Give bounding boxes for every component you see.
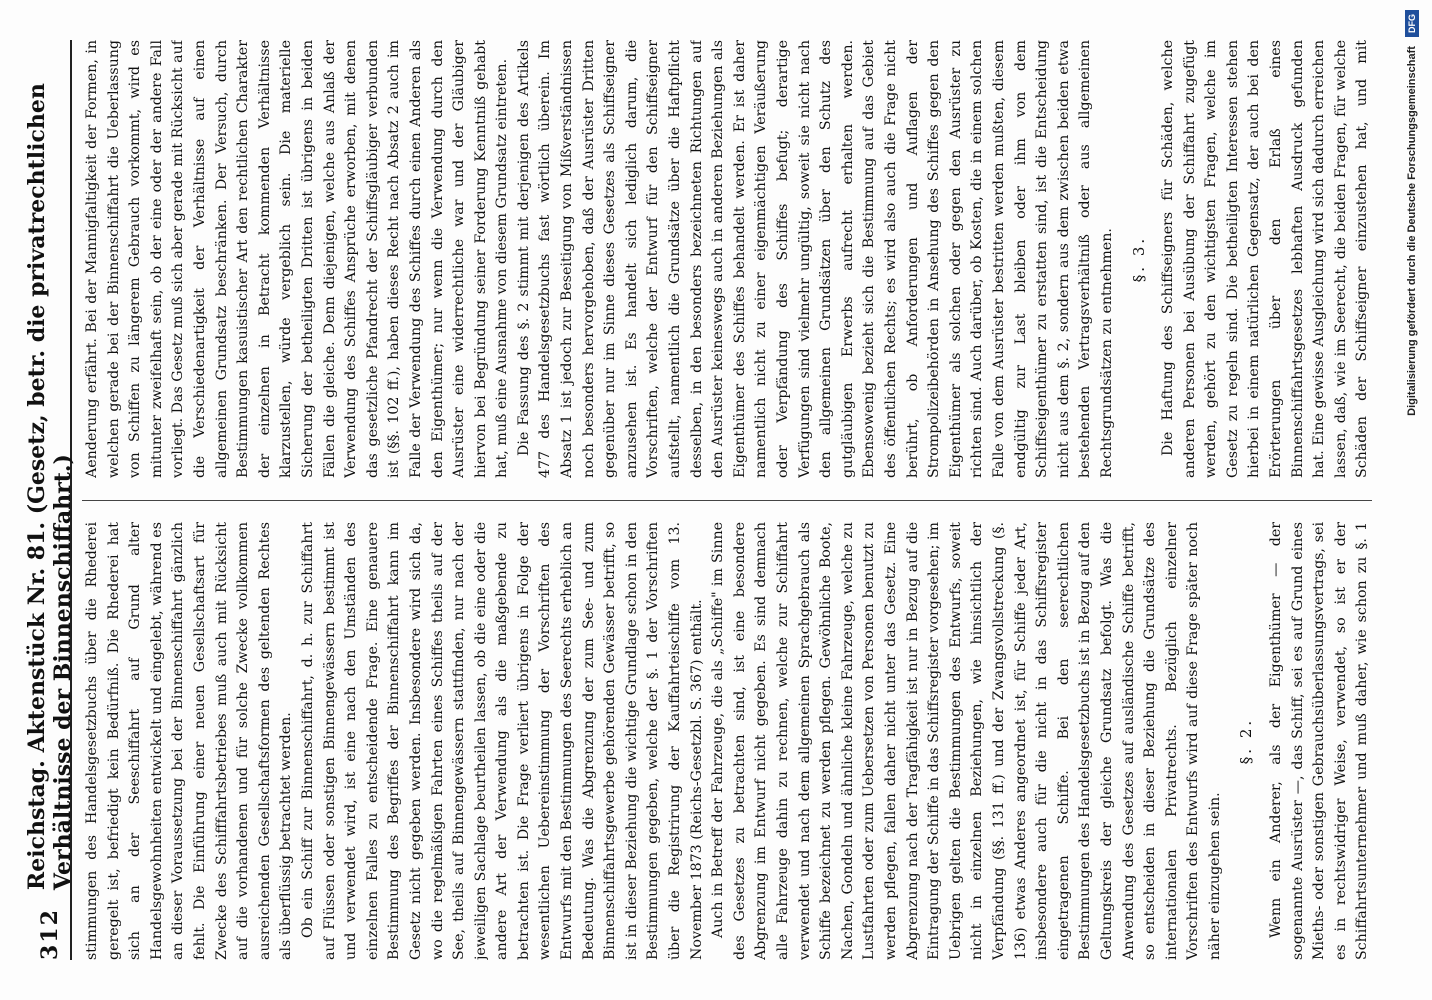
paragraph: Die Fassung des §. 2 stimmt mit derjenigen des Artikels 477 des Handelsgesetzbuchs fast wörtlich überein. Im Absatz 1 ist jedoch zur Beseitigung von Mißverständnissen noch besonders hervorgehoben, daß der Ausrüster Dritten gegenüber nur im Sinne dieses Gesetzes als Schiffseigner anzusehen ist. Es handelt sich lediglich darum, die Vorschriften, welche der Entwurf für den Schiffseigner aufstellt, namentlich die Grundsätze über die Haftpflicht desselben, in den besonders bezeichneten Richtungen auf den Ausrüster keineswegs auch in anderen Beziehungen als Eigenthümer des Schiffes behandelt werden. Er ist daher namentlich nicht zu einer eigenmächtigen Veräußerung oder Verpfändung des Schiffes befugt; derartige Verfügungen sind vielmehr ungültig, soweit sie nicht nach den allgemeinen Grundsätzen über den Schutz des gutgläubigen Erwerbs aufrecht erhalten werden. Ebensowenig bezieht sich die Bestimmung auf das Gebiet des öffentlichen Rechts; es wird also auch die Frage nicht berührt, ob Anforderungen und Auflagen der Strompolizeibehörden in Ansehung des Schiffes gegen den Eigenthümer als solchen oder gegen den Ausrüster zu richten sind. Auch darüber, ob Kosten, die in einem solchen Falle von dem Ausrüster bestritten werden mußten, diesem endgültig zur Last bleiben oder ihm von dem Schiffseigenthümer zu erstatten sind, ist die Entscheidung nicht aus dem §. 2, sondern aus dem zwischen beiden etwa bestehenden Vertragsverhältniß oder aus allgemeinen Rechtsgrundsätzen zu entnehmen.: [515, 40, 1115, 478]
paragraph: Die Haftung des Schiffseigners für Schäden, welche anderen Personen bei Ausübung der Schiffahrt zugefügt werden, gehört zu den wichtigsten Fragen, welche im Gesetz zu regeln sind. Die betheiligten Interessen stehen hierbei in einem natürlichen Gegensatz, der auch bei den Erörterungen über den Erlaß eines Binnenschiffahrtsgesetzes lebhaften Ausdruck gefunden hat. Eine gewisse Ausgleichung wird sich dadurch erreichen lassen, daß, wie im Seerecht, die beiden Fragen, für welche Schäden der Schiffseigner einzustehen hat, und mit: [1160, 40, 1371, 478]
left-column: [82, 522, 1372, 960]
right-column: [82, 40, 1372, 478]
dfg-logo: DFG: [1405, 10, 1419, 37]
paragraph: Wenn ein Anderer, als der Eigenthümer — der sogenannte Ausrüster —, das Schiff, sei es auf Grund eines Mieths- oder sonstigen Gebrauchsüberlassungsvertrags, sei es in rechtswidriger Weise, verwendet, so ist er der Schiffahrtsunternehmer und muß daher, wie schon zu §. 1: [1268, 522, 1371, 960]
paragraph: stimmungen des Handelsgesetzbuchs über die Rhederei geregelt ist, befriedigt kein Bedürfniß. Die Rhederei hat sich an der Seeschiffahrt auf Grund alter Handelsgewohnheiten entwickelt und eingelebt, während es an dieser Voraussetzung bei der Binnenschiffahrt gänzlich fehlt. Die Einführung einer neuen Gesellschaftsart für Zwecke des Schifffahrtsbetriebes muß auch mit Rücksicht auf die vorhandenen und für solche Zwecke vollkommen ausreichenden Gesellschaftsformen des geltenden Rechtes als überflüssig betrachtet werden.: [84, 522, 295, 960]
credit-text-line: [1400, 0, 1424, 1000]
column-divider: [82, 500, 1372, 501]
section-heading: §. 3.: [1129, 235, 1148, 283]
paragraph: Aenderung erfährt. Bei der Mannigfaltigkeit der Formen, in welchen gerade bei der Binnenschiffahrt die Ueberlassung von Schiffen zu längerem Gebrauch vorkommt, wird es mitunter zweifelhaft sein, ob der eine oder der andere Fall vorliegt. Das Gesetz muß sich aber gerade mit Rücksicht auf die Verschiedenartigkeit der Verhältnisse auf einen allgemeinen Grundsatz beschränken. Der Versuch, durch Bestimmungen kasuistischer Art den rechtlichen Charakter der einzelnen in Betracht kommenden Verhältnisse klarzustellen, würde vergeblich sein. Die materielle Sicherung der betheiligten Dritten ist übrigens in beiden Fällen die gleiche. Denn diejenigen, welche aus Anlaß der Verwendung des Schiffes Ansprüche erworben, mit denen das gesetzliche Pfandrecht der Schiffsgläubiger verbunden ist (§§. 102 ff.), haben dieses Recht nach Absatz 2 auch im Falle der Verwendung des Schiffes durch einen Anderen als den Eigenthümer; nur wenn die Verwendung durch den Ausrüster eine widerrechtliche war und der Gläubiger hiervon bei Begründung seiner Forderung Kenntniß gehabt hat, muß eine Ausnahme von diesem Grundsatz eintreten.: [84, 40, 511, 478]
page-title: Reichstag. Aktenstück Nr. 81. (Gesetz, betr. die privatrechtlichen Verhältnisse der Binnenschiffahrt.): [24, 83, 76, 891]
section-heading: §. 2.: [1237, 717, 1256, 765]
digitization-credit: [1400, 0, 1424, 1000]
credit-text: Digitalisierung gefördert durch die Deutsche Forschungsgemeinschaft: [1406, 46, 1418, 416]
page-header: [24, 40, 76, 960]
page-number: 312: [37, 908, 63, 960]
paragraph: Auch in Betreff der Fahrzeuge, die als „Schiffe" im Sinne des Gesetzes zu betrachten sind, ist eine besondere Abgrenzung im Entwurf nicht gegeben. Es sind demnach alle Fahrzeuge dahin zu rechnen, welche zur Schiffahrt verwendet und nach dem allgemeinen Sprachgebrauch als Schiffe bezeichnet zu werden pflegen. Gewöhnliche Boote, Nachen, Gondeln und ähnliche kleine Fahrzeuge, welche zu Lustfahrten oder zum Uebersetzen von Personen benutzt zu werden pflegen, fallen daher nicht unter das Gesetz. Eine Abgrenzung nach der Tragfähigkeit ist nur in Bezug auf die Eintragung der Schiffe in das Schiffsregister vorgesehen; im Uebrigen gelten die Bestimmungen des Entwurfs, soweit nicht in einzelnen Beziehungen, wie hinsichtlich der Verpfändung (§§. 131 ff.) und der Zwangsvollstreckung (§. 136) etwas Anderes angeordnet ist, für Schiffe jeder Art, insbesondere auch für die nicht in das Schiffsregister eingetragenen Schiffe. Bei den seerechtlichen Bestimmungen des Handelsgesetzbuchs ist in Bezug auf den Geltungskreis der gleiche Grundsatz befolgt. Was die Anwendung des Gesetzes auf ausländische Schiffe betrifft, so entscheiden in dieser Beziehung die Grundsätze des internationalen Privatrechts. Bezüglich einzelner Vorschriften des Entwurfs wird auf diese Frage später noch näher einzugehen sein.: [710, 522, 1223, 960]
paragraph: Ob ein Schiff zur Binnenschiffahrt, d. h. zur Schiffahrt auf Flüssen oder sonstigen Binnengewässern bestimmt ist und verwendet wird, ist eine nach den Umständen des einzelnen Falles zu entscheidende Frage. Eine genauere Bestimmung des Begriffes der Binnenschiffahrt kann im Gesetz nicht gegeben werden. Insbesondere wird sich da, wo die regelmäßigen Fahrten eines Schiffes theils auf der See, theils auf Binnengewässern stattfinden, nur nach der jeweiligen Sachlage beurtheilen lassen, ob die eine oder die andere Art der Verwendung als die maßgebende zu betrachten ist. Die Frage verliert übrigens in Folge der wesentlichen Uebereinstimmung der Vorschriften des Entwurfs mit den Bestimmungen des Seerechts erheblich an Bedeutung. Was die Abgrenzung der zum See- und zum Binnenschiffahrtsgewerbe gehörenden Gewässer betrifft, so ist in dieser Beziehung die wichtige Grundlage schon in den Bestimmungen gegeben, welche der §. 1 der Vorschriften über die Registrirung der Kauffahrteischiffe vom 13. November 1873 (Reichs-Gesetzbl. S. 367) enthält.: [299, 522, 705, 960]
